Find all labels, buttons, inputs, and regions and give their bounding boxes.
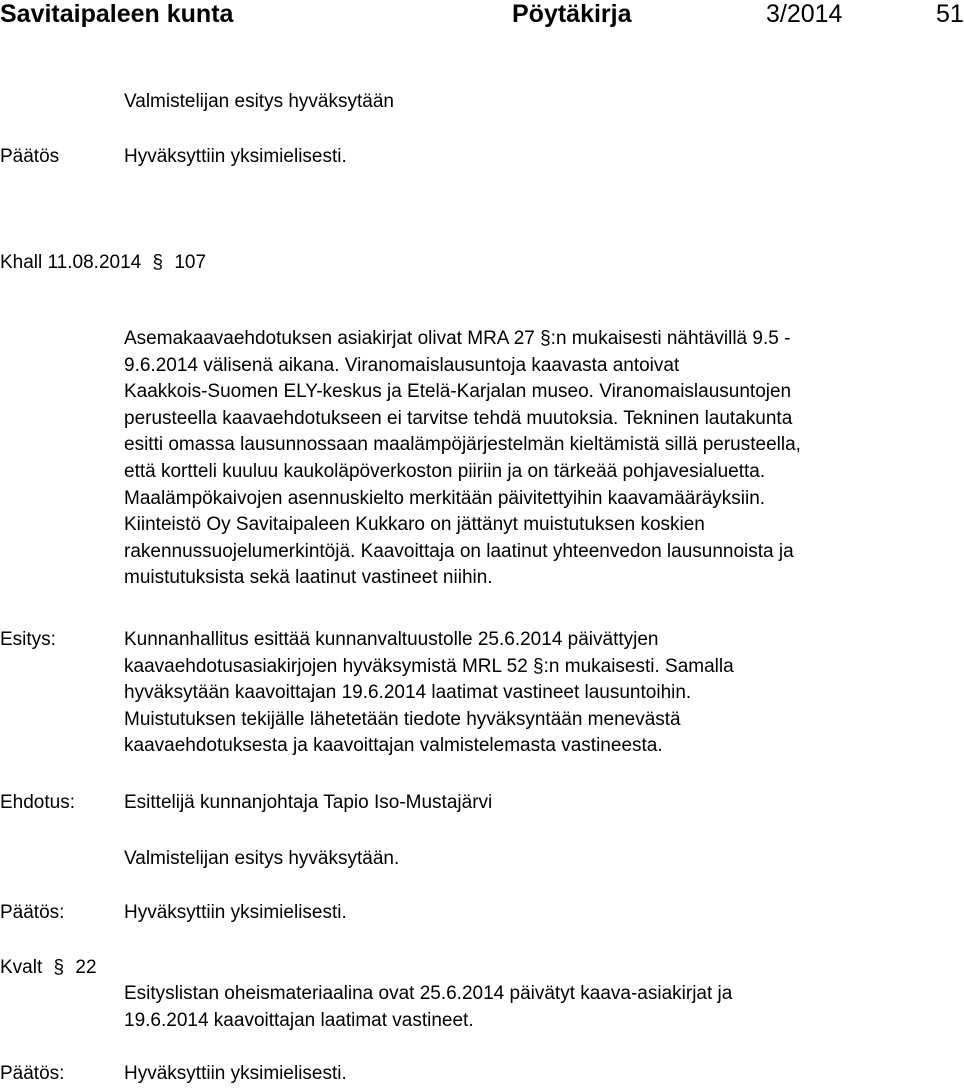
ehdotus-text: Esittelijä kunnanjohtaja Tapio Iso-Mustajärvi	[124, 792, 493, 813]
attachment-line: Esityslistan oheismateriaalina ovat 25.6.2014 päivätyt kaava-asiakirjat ja	[124, 983, 733, 1004]
paragraph-line: esitti omassa lausunnossaan maalämpöjärjestelmän kieltämistä sillä perusteella,	[124, 434, 801, 456]
meeting-reference-label: Khall 11.08.2014	[0, 252, 142, 273]
meeting-reference-number: 107	[174, 252, 207, 273]
page-header	[0, 0, 964, 30]
section-sign-icon: §	[152, 252, 164, 273]
esitys-line: kaavaehdotuksesta ja kaavoittajan valmistelemasta vastineesta.	[124, 735, 663, 757]
attachment-line: 19.6.2014 kaavoittajan laatimat vastineet.	[124, 1009, 474, 1031]
decision-text: Hyväksyttiin yksimielisesti.	[124, 1063, 347, 1084]
decision-text: Hyväksyttiin yksimielisesti.	[124, 902, 347, 923]
paragraph-line: Maalämpökaivojen asennuskielto merkitään päivitettyihin kaavamääräyksiin.	[124, 487, 766, 509]
proposal-accepted-line: Valmistelijan esitys hyväksytään	[124, 91, 394, 112]
section-sign-icon: §	[53, 957, 65, 978]
document-type: Pöytäkirja	[512, 0, 632, 28]
decision-label: Päätös:	[0, 1063, 65, 1084]
paragraph-line: Kaakkois-Suomen ELY-keskus ja Etelä-Karjalan museo. Viranomaislausuntojen	[124, 381, 792, 403]
esitys-line: Muistutuksen tekijälle lähetetään tiedote hyväksyntään menevästä	[124, 708, 681, 730]
esitys-line: kaavaehdotusasiakirjojen hyväksymistä MRL 52 §:n mukaisesti. Samalla	[124, 655, 734, 677]
meeting-reference	[0, 250, 206, 276]
paragraph-line: muistutuksista sekä laatinut vastineet niihin.	[124, 567, 493, 589]
council-reference	[0, 955, 97, 981]
paragraph-line: 9.6.2014 välisenä aikana. Viranomaislausuntoja kaavasta antoivat	[124, 354, 680, 376]
attachment-paragraph	[124, 981, 960, 1034]
organization-name: Savitaipaleen kunta	[0, 0, 234, 28]
decision-label: Päätös:	[0, 902, 65, 923]
decision-text: Hyväksyttiin yksimielisesti.	[124, 146, 347, 167]
esitys-line: hyväksytään kaavoittajan 19.6.2014 laatimat vastineet lausuntoihin.	[124, 682, 692, 704]
decision-label: Päätös	[0, 146, 60, 167]
document-number: 3/2014	[766, 0, 843, 28]
esitys-line: Kunnanhallitus esittää kunnanvaltuustolle 25.6.2014 päivättyjen	[124, 629, 659, 650]
paragraph-line: että kortteli kuuluu kaukoläpöverkoston piiriin ja on tärkeää pohjavesialuetta.	[124, 460, 766, 482]
council-reference-label: Kvalt	[0, 957, 43, 978]
proposal-accepted-line: Valmistelijan esitys hyväksytään.	[124, 848, 400, 869]
paragraph-line: rakennussuojelumerkintöjä. Kaavoittaja on laatinut yhteenvedon lausunnoista ja	[124, 540, 794, 562]
paragraph-line: Asemakaavaehdotuksen asiakirjat olivat MRA 27 §:n mukaisesti nähtävillä 9.5 -	[124, 328, 791, 349]
paragraph-line: Kiinteistö Oy Savitaipaleen Kukkaro on jättänyt muistutuksen koskien	[124, 514, 705, 536]
council-reference-number: 22	[75, 957, 97, 978]
esitys-paragraph	[124, 627, 960, 760]
ehdotus-label: Ehdotus:	[0, 792, 75, 813]
paragraph-line: perusteella kaavaehdotukseen ei tarvitse tehdä muutoksia. Tekninen lautakunta	[124, 407, 793, 429]
background-paragraph	[124, 326, 960, 592]
esitys-label: Esitys:	[0, 629, 56, 650]
page-number: 51	[936, 0, 964, 28]
